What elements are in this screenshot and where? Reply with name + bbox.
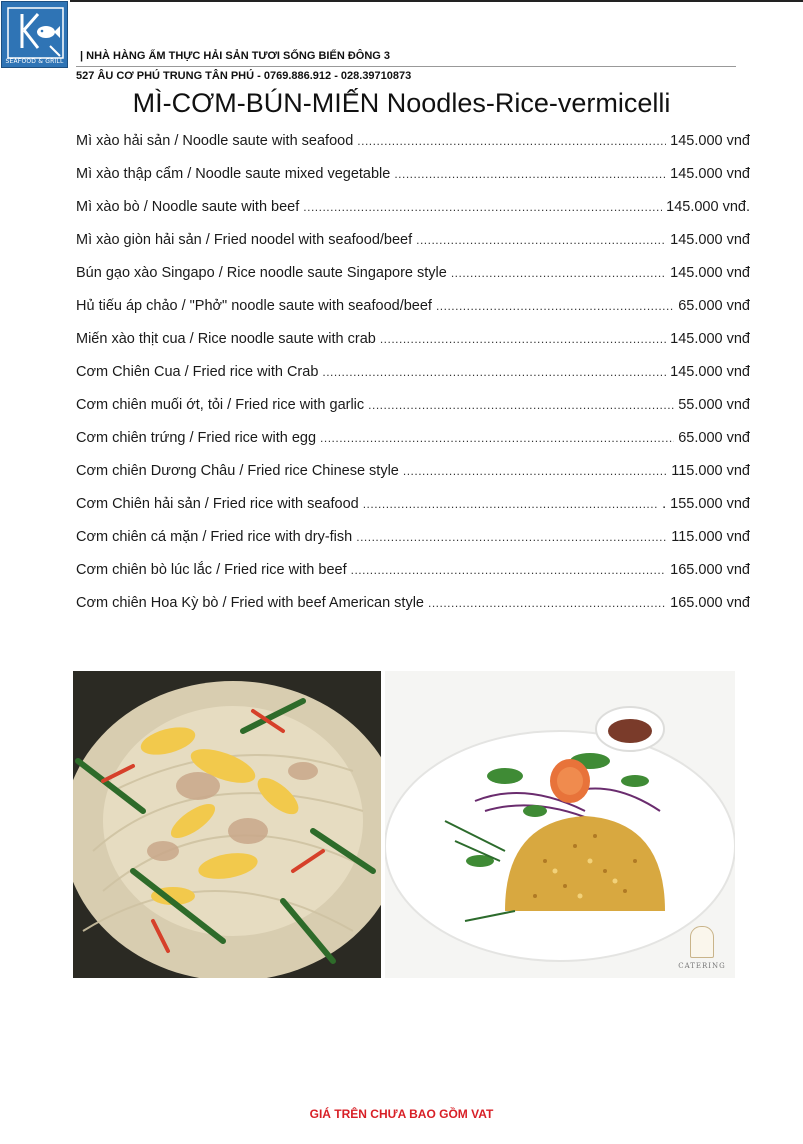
menu-item-price: 115.000 vnđ bbox=[671, 529, 750, 545]
menu-item bbox=[76, 562, 750, 584]
menu-item-leader-dots bbox=[322, 365, 666, 379]
menu-item bbox=[76, 331, 750, 353]
menu-item-price: . 155.000 vnđ bbox=[662, 496, 750, 512]
menu-item bbox=[76, 133, 750, 155]
menu-item bbox=[76, 298, 750, 320]
menu-item-name: Miến xào thịt cua / Rice noodle saute with crab bbox=[76, 331, 376, 347]
menu-item-leader-dots bbox=[436, 299, 674, 313]
menu-item-leader-dots bbox=[394, 167, 666, 181]
menu-item-price: 65.000 vnđ bbox=[678, 298, 750, 314]
top-rule bbox=[70, 0, 803, 2]
menu-item bbox=[76, 166, 750, 188]
menu-item-leader-dots bbox=[380, 332, 666, 346]
menu-item-name: Cơm Chiên Cua / Fried rice with Crab bbox=[76, 364, 319, 380]
menu-item-name: Mì xào hải sản / Noodle saute with seafood bbox=[76, 133, 354, 149]
catering-text: CATERING bbox=[678, 962, 726, 970]
menu-item bbox=[76, 595, 750, 617]
menu-item-name: Cơm chiên muối ớt, tỏi / Fried rice with garlic bbox=[76, 397, 365, 413]
menu-item bbox=[76, 265, 750, 287]
menu-item-price: 55.000 vnđ bbox=[678, 397, 750, 413]
menu-item-price: 145.000 vnđ bbox=[670, 364, 750, 380]
menu-item-name: Cơm chiên Dương Châu / Fried rice Chinese style bbox=[76, 463, 399, 479]
section-title: MÌ-CƠM-BÚN-MIẾN Noodles-Rice-vermicelli bbox=[132, 88, 671, 118]
menu-item bbox=[76, 430, 750, 452]
menu-item-leader-dots bbox=[403, 464, 667, 478]
menu-item-price: 145.000 vnđ bbox=[670, 232, 750, 248]
menu-item-leader-dots bbox=[320, 431, 674, 445]
menu-item-leader-dots bbox=[351, 563, 667, 577]
menu-item-leader-dots bbox=[451, 266, 666, 280]
menu-item-price: 115.000 vnđ bbox=[671, 463, 750, 479]
menu-item-price: 165.000 vnđ bbox=[670, 595, 750, 611]
menu-item-leader-dots bbox=[357, 134, 666, 148]
menu-item bbox=[76, 364, 750, 386]
logo-text: SEAFOOD & GRILL bbox=[5, 58, 64, 65]
menu-item-leader-dots bbox=[368, 398, 674, 412]
restaurant-name: | NHÀ HÀNG ẨM THỰC HẢI SẢN TƯƠI SỐNG BIỂN ĐÔNG 3 bbox=[80, 50, 390, 62]
menu-item-leader-dots bbox=[303, 200, 662, 214]
menu-item-name: Cơm chiên trứng / Fried rice with egg bbox=[76, 430, 317, 446]
menu-item-name: Cơm chiên cá mặn / Fried rice with dry-fish bbox=[76, 529, 353, 545]
catering-watermark bbox=[677, 926, 727, 970]
catering-logo-icon bbox=[690, 926, 714, 958]
menu-item-price: 165.000 vnđ bbox=[670, 562, 750, 578]
menu-item bbox=[76, 496, 750, 518]
restaurant-logo bbox=[1, 1, 68, 68]
menu-item-name: Hủ tiếu áp chảo / "Phở" noodle saute with seafood/beef bbox=[76, 298, 432, 314]
menu-item bbox=[76, 232, 750, 254]
menu-item-leader-dots bbox=[428, 596, 666, 610]
menu-item-name: Mì xào giòn hải sản / Fried noodel with seafood/beef bbox=[76, 232, 413, 248]
menu-item-name: Cơm chiên Hoa Kỳ bò / Fried with beef American style bbox=[76, 595, 424, 611]
menu-item bbox=[76, 199, 750, 221]
menu-item bbox=[76, 463, 750, 485]
photo-glass-noodles-crab bbox=[73, 671, 381, 978]
menu-item-leader-dots bbox=[416, 233, 666, 247]
header-divider bbox=[76, 66, 736, 67]
photo-fried-rice bbox=[385, 671, 735, 978]
menu-item-leader-dots bbox=[363, 497, 658, 511]
menu-item-name: Mì xào bò / Noodle saute with beef bbox=[76, 199, 300, 215]
menu-item-price: 145.000 vnđ. bbox=[666, 199, 750, 215]
menu-item bbox=[76, 529, 750, 551]
stir-fried-glass-noodles-icon bbox=[73, 671, 381, 978]
menu-item-name: Mì xào thập cẩm / Noodle saute mixed vegetable bbox=[76, 166, 391, 182]
menu-item-price: 145.000 vnđ bbox=[670, 331, 750, 347]
menu-item bbox=[76, 397, 750, 419]
restaurant-address: 527 ÂU CƠ PHÚ TRUNG TÂN PHÚ - 0769.886.912 - 028.39710873 bbox=[76, 70, 412, 82]
menu-item-name: Bún gạo xào Singapo / Rice noodle saute Singapore style bbox=[76, 265, 447, 281]
menu-item-name: Cơm chiên bò lúc lắc / Fried rice with beef bbox=[76, 562, 347, 578]
menu-item-price: 65.000 vnđ bbox=[678, 430, 750, 446]
menu-item-leader-dots bbox=[356, 530, 667, 544]
menu-item-name: Cơm Chiên hải sản / Fried rice with seafood bbox=[76, 496, 359, 512]
menu-item-price: 145.000 vnđ bbox=[670, 133, 750, 149]
menu-item-price: 145.000 vnđ bbox=[670, 166, 750, 182]
menu-item-price: 145.000 vnđ bbox=[670, 265, 750, 281]
vat-note: GIÁ TRÊN CHƯA BAO GỒM VAT bbox=[309, 1107, 494, 1121]
